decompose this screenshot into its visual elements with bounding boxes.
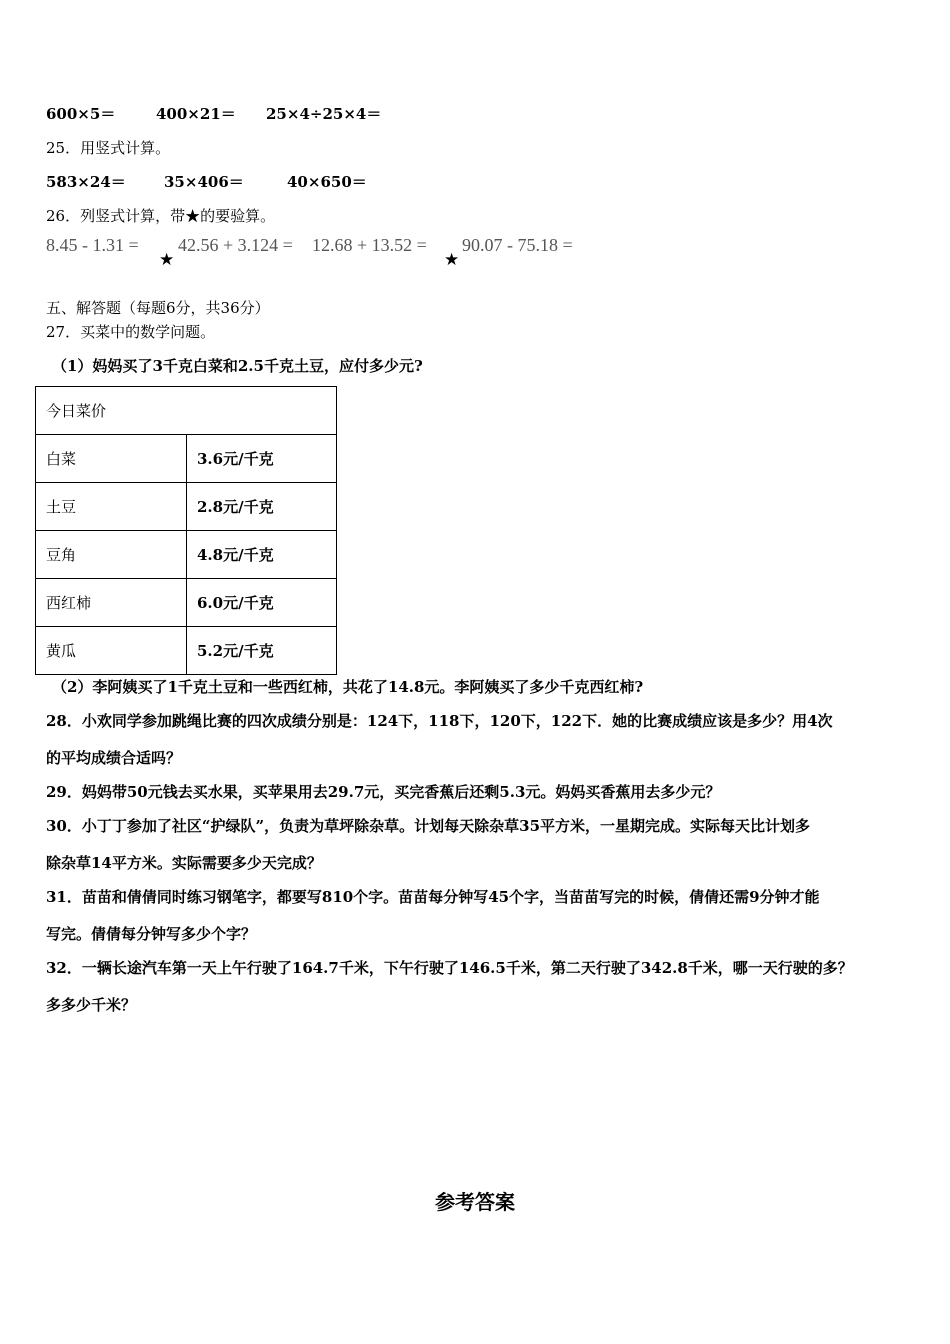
star-icon: ★ (159, 250, 175, 270)
question-30-line-1: 30．小丁丁参加了社区“护绿队”，负责为草坪除杂草。计划每天除杂草35平方米，一星期完成。实际每天比计划多 (46, 817, 811, 835)
expression-25x4: 25×4÷25×4＝ (266, 105, 382, 123)
vegetable-name: 豆角 (36, 531, 187, 579)
question-27-2: （2）李阿姨买了1千克土豆和一些西红柿，共花了14.8元。李阿姨买了多少千克西红柿? (52, 678, 644, 696)
question-26: 26．列竖式计算，带★的要验算。 (46, 207, 276, 225)
question-28-line-1: 28．小欢同学参加跳绳比赛的四次成绩分别是：124下，118下，120下，122下．她的比赛成绩应该是多少？用4次 (46, 712, 833, 730)
question-32-line-2: 多多少千米？ (46, 996, 137, 1014)
vegetable-price: 4.8元/千克 (187, 531, 337, 579)
table-row (36, 579, 337, 627)
expression-40x650: 40×650＝ (287, 173, 367, 191)
calc-4: 90.07 - 75.18 = (462, 235, 573, 255)
vegetable-price: 2.8元/千克 (187, 483, 337, 531)
expression-600x5: 600×5＝ (46, 105, 116, 123)
expression-35x406: 35×406＝ (164, 173, 244, 191)
vegetable-name: 黄瓜 (36, 627, 187, 675)
table-row (36, 435, 337, 483)
question-32-line-1: 32．一辆长途汽车第一天上午行驶了164.7千米，下午行驶了146.5千米，第二天行驶了342.8千米，哪一天行驶的多？ (46, 959, 853, 977)
question-27: 27．买菜中的数学问题。 (46, 323, 216, 341)
calc-2: 42.56 + 3.124 = (178, 235, 293, 255)
expression-583x24: 583×24＝ (46, 173, 126, 191)
question-30-line-2: 除杂草14平方米。实际需要多少天完成？ (46, 854, 322, 872)
question-29: 29．妈妈带50元钱去买水果，买苹果用去29.7元，买完香蕉后还剩5.3元。妈妈买香蕉用去多少元？ (46, 783, 721, 801)
table-row (36, 531, 337, 579)
question-31-line-1: 31．苗苗和倩倩同时练习钢笔字，都要写810个字。苗苗每分钟写45个字，当苗苗写完的时候，倩倩还需9分钟才能 (46, 888, 820, 906)
answer-section-title: 参考答案 (435, 1190, 515, 1214)
table-row (36, 627, 337, 675)
vegetable-price: 3.6元/千克 (187, 435, 337, 483)
expression-400x21: 400×21＝ (156, 105, 236, 123)
star-icon: ★ (444, 250, 460, 270)
price-table (35, 386, 337, 675)
vegetable-name: 土豆 (36, 483, 187, 531)
vegetable-price: 5.2元/千克 (187, 627, 337, 675)
vegetable-name: 西红柿 (36, 579, 187, 627)
question-28-line-2: 的平均成绩合适吗？ (46, 749, 182, 767)
question-27-1: （1）妈妈买了3千克白菜和2.5千克土豆，应付多少元? (52, 357, 423, 375)
calc-3: 12.68 + 13.52 = (312, 235, 427, 255)
table-header: 今日菜价 (36, 387, 337, 435)
question-31-line-2: 写完。倩倩每分钟写多少个字？ (46, 925, 257, 943)
table-header-row (36, 387, 337, 435)
section-5-title: 五、解答题（每题6分，共36分） (46, 299, 270, 317)
vegetable-price: 6.0元/千克 (187, 579, 337, 627)
question-25: 25．用竖式计算。 (46, 139, 171, 157)
table-row (36, 483, 337, 531)
calc-1: 8.45 - 1.31 = (46, 235, 139, 255)
vegetable-name: 白菜 (36, 435, 187, 483)
